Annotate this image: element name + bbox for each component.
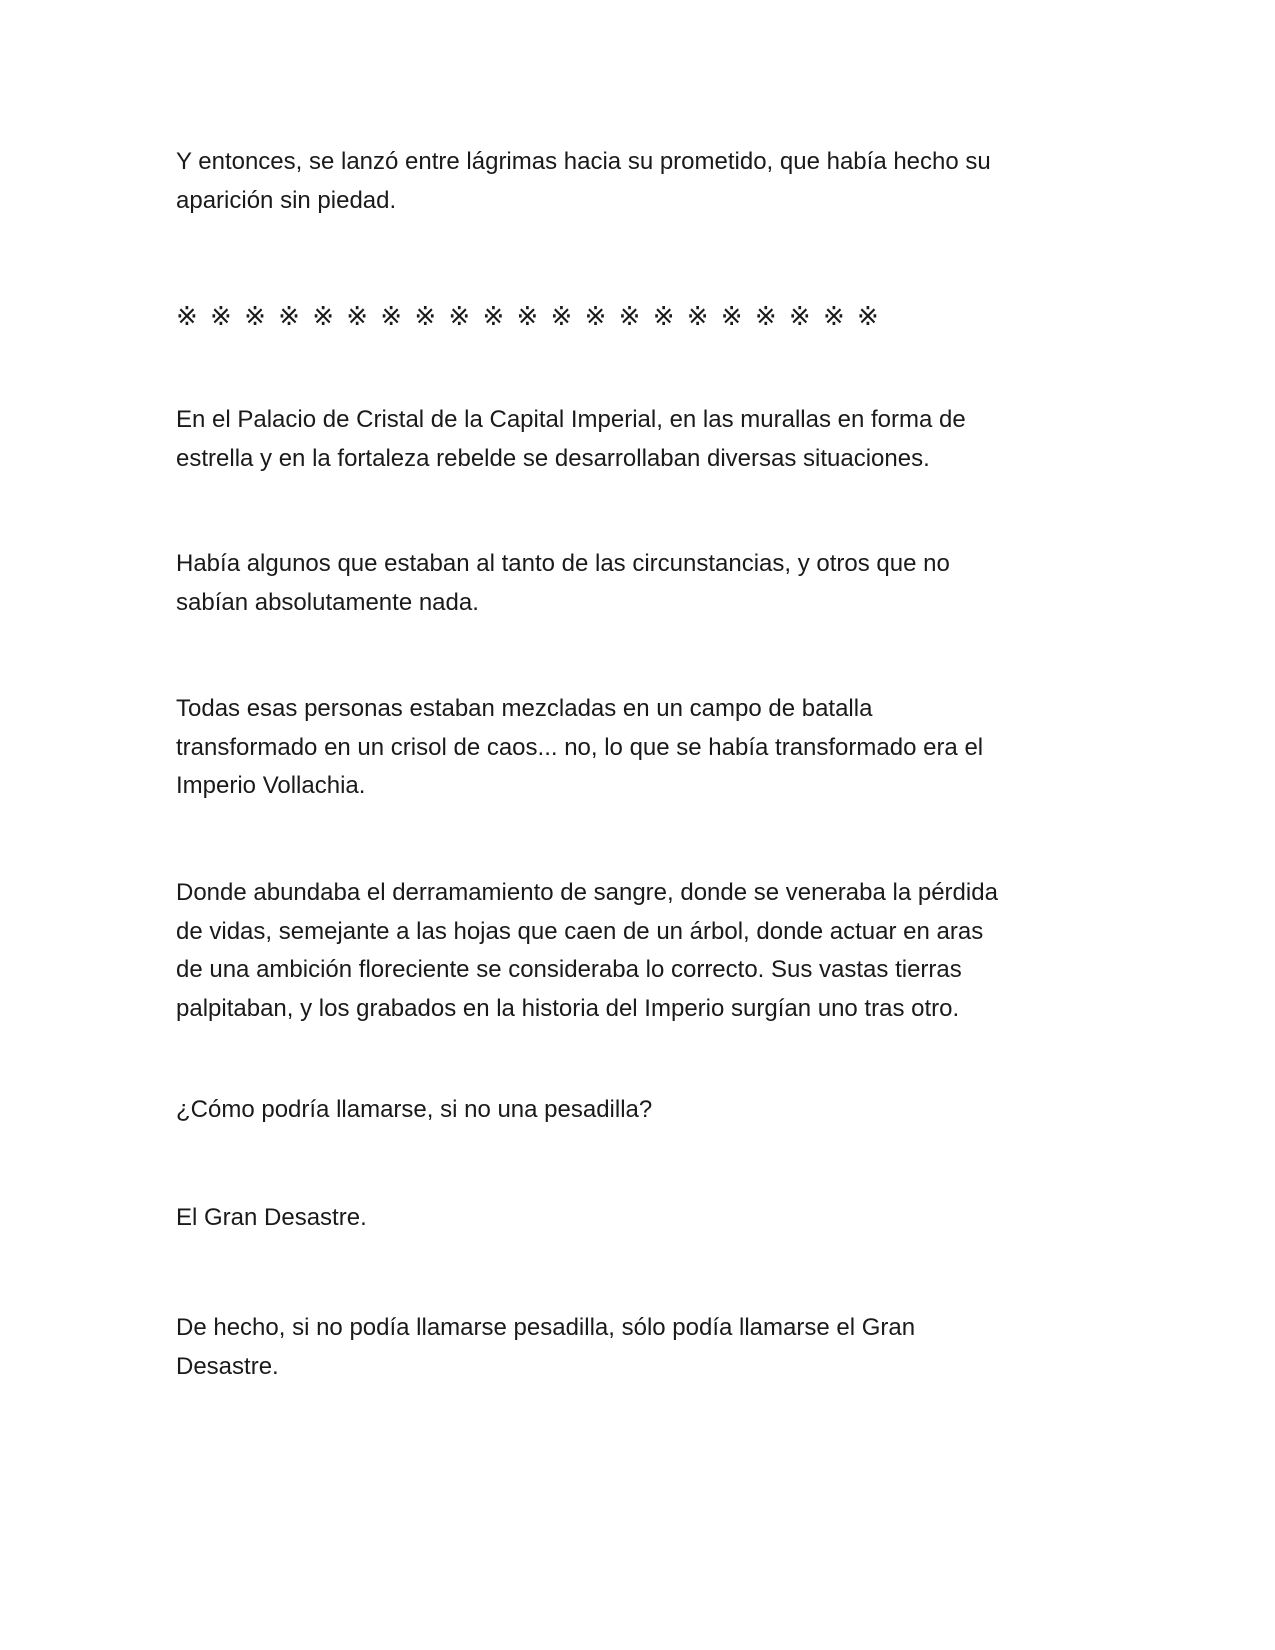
paragraph-line: Todas esas personas estaban mezcladas en un campo de batalla — [176, 695, 873, 722]
paragraph-line: Y entonces, se lanzó entre lágrimas hacia su prometido, que había hecho su — [176, 148, 991, 175]
paragraph-3 — [176, 545, 1096, 622]
paragraph-line: Imperio Vollachia. — [176, 772, 366, 799]
paragraph-line: aparición sin piedad. — [176, 186, 397, 214]
paragraph-6 — [176, 1091, 1096, 1130]
paragraph-line: transformado en un crisol de caos... no, lo que se había transformado era el — [176, 733, 984, 761]
paragraph-8 — [176, 1309, 1096, 1386]
paragraph-5 — [176, 874, 1096, 1028]
paragraph-2 — [176, 401, 1096, 478]
paragraph-line: El Gran Desastre. — [176, 1204, 367, 1231]
paragraph-line: Desastre. — [176, 1352, 279, 1380]
paragraph-1 — [176, 143, 1096, 220]
paragraph-line: Donde abundaba el derramamiento de sangre, donde se veneraba la pérdida — [176, 879, 998, 906]
paragraph-line: palpitaban, y los grabados en la historia del Imperio surgían uno tras otro. — [176, 994, 960, 1022]
paragraph-line: de vidas, semejante a las hojas que caen de un árbol, donde actuar en aras — [176, 917, 984, 945]
paragraph-line: ¿Cómo podría llamarse, si no una pesadilla? — [176, 1096, 653, 1123]
paragraph-line: sabían absolutamente nada. — [176, 588, 479, 616]
paragraph-line: En el Palacio de Cristal de la Capital Imperial, en las murallas en forma de — [176, 406, 966, 433]
paragraph-4 — [176, 690, 1096, 806]
paragraph-line: De hecho, si no podía llamarse pesadilla, sólo podía llamarse el Gran — [176, 1314, 916, 1341]
paragraph-line: de una ambición floreciente se consideraba lo correcto. Sus vastas tierras — [176, 956, 962, 983]
paragraph-line: Había algunos que estaban al tanto de las circunstancias, y otros que no — [176, 550, 950, 577]
paragraph-line: estrella y en la fortaleza rebelde se desarrollaban diversas situaciones. — [176, 444, 930, 472]
paragraph-7 — [176, 1199, 1096, 1238]
section-separator: ※ ※ ※ ※ ※ ※ ※ ※ ※ ※ ※ ※ ※ ※ ※ ※ ※ ※ ※ ※ ※ — [176, 302, 881, 332]
